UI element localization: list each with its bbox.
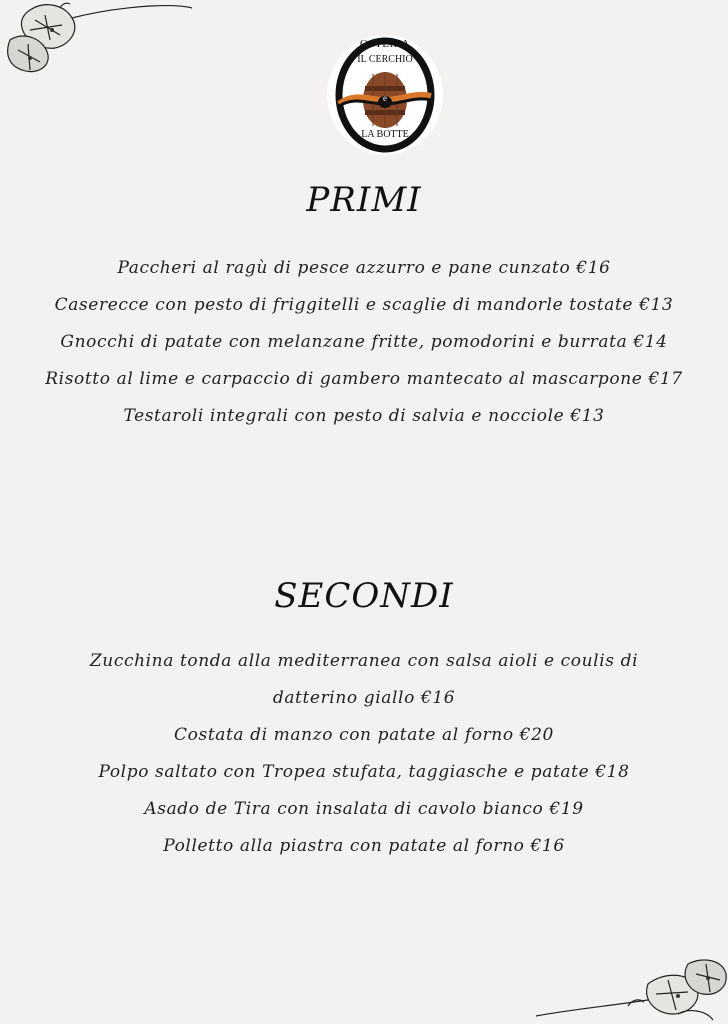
primi-menu-list xyxy=(20,250,708,435)
menu-item: Polpo saltato con Tropea stufata, taggiasche e patate €18 xyxy=(98,762,630,782)
logo-connector: e xyxy=(383,93,387,103)
menu-item: Caserecce con pesto di friggitelli e scaglie di mandorle tostate €13 xyxy=(54,295,674,315)
menu-item: Costata di manzo con patate al forno €20 xyxy=(174,725,554,745)
menu-item: Zucchina tonda alla mediterranea con salsa aioli e coulis di datterino giallo €16 xyxy=(89,651,639,708)
secondi-menu-list xyxy=(20,643,708,865)
logo-name-line-1: IL CERCHIO xyxy=(357,54,413,65)
primi-section-title: PRIMI xyxy=(306,180,422,220)
restaurant-logo xyxy=(325,34,445,156)
vine-leaves-bottom-decoration xyxy=(528,944,728,1024)
menu-item: Risotto al lime e carpaccio di gambero mantecato al mascarpone €17 xyxy=(45,369,683,389)
vine-leaves-top-decoration xyxy=(0,0,200,80)
menu-item: Gnocchi di patate con melanzane fritte, pomodorini e burrata €14 xyxy=(60,332,668,352)
menu-item: Asado de Tira con insalata di cavolo bianco €19 xyxy=(144,799,584,819)
logo-text-top: OSTERIA xyxy=(360,38,410,50)
menu-item: Paccheri al ragù di pesce azzurro e pane cunzato €16 xyxy=(117,258,611,278)
logo-name-line-2: LA BOTTE xyxy=(361,129,409,140)
menu-item: Polletto alla piastra con patate al forno €16 xyxy=(163,836,565,856)
menu-item: Testaroli integrali con pesto di salvia e nocciole €13 xyxy=(123,406,605,426)
secondi-section-title: SECONDI xyxy=(274,576,454,616)
